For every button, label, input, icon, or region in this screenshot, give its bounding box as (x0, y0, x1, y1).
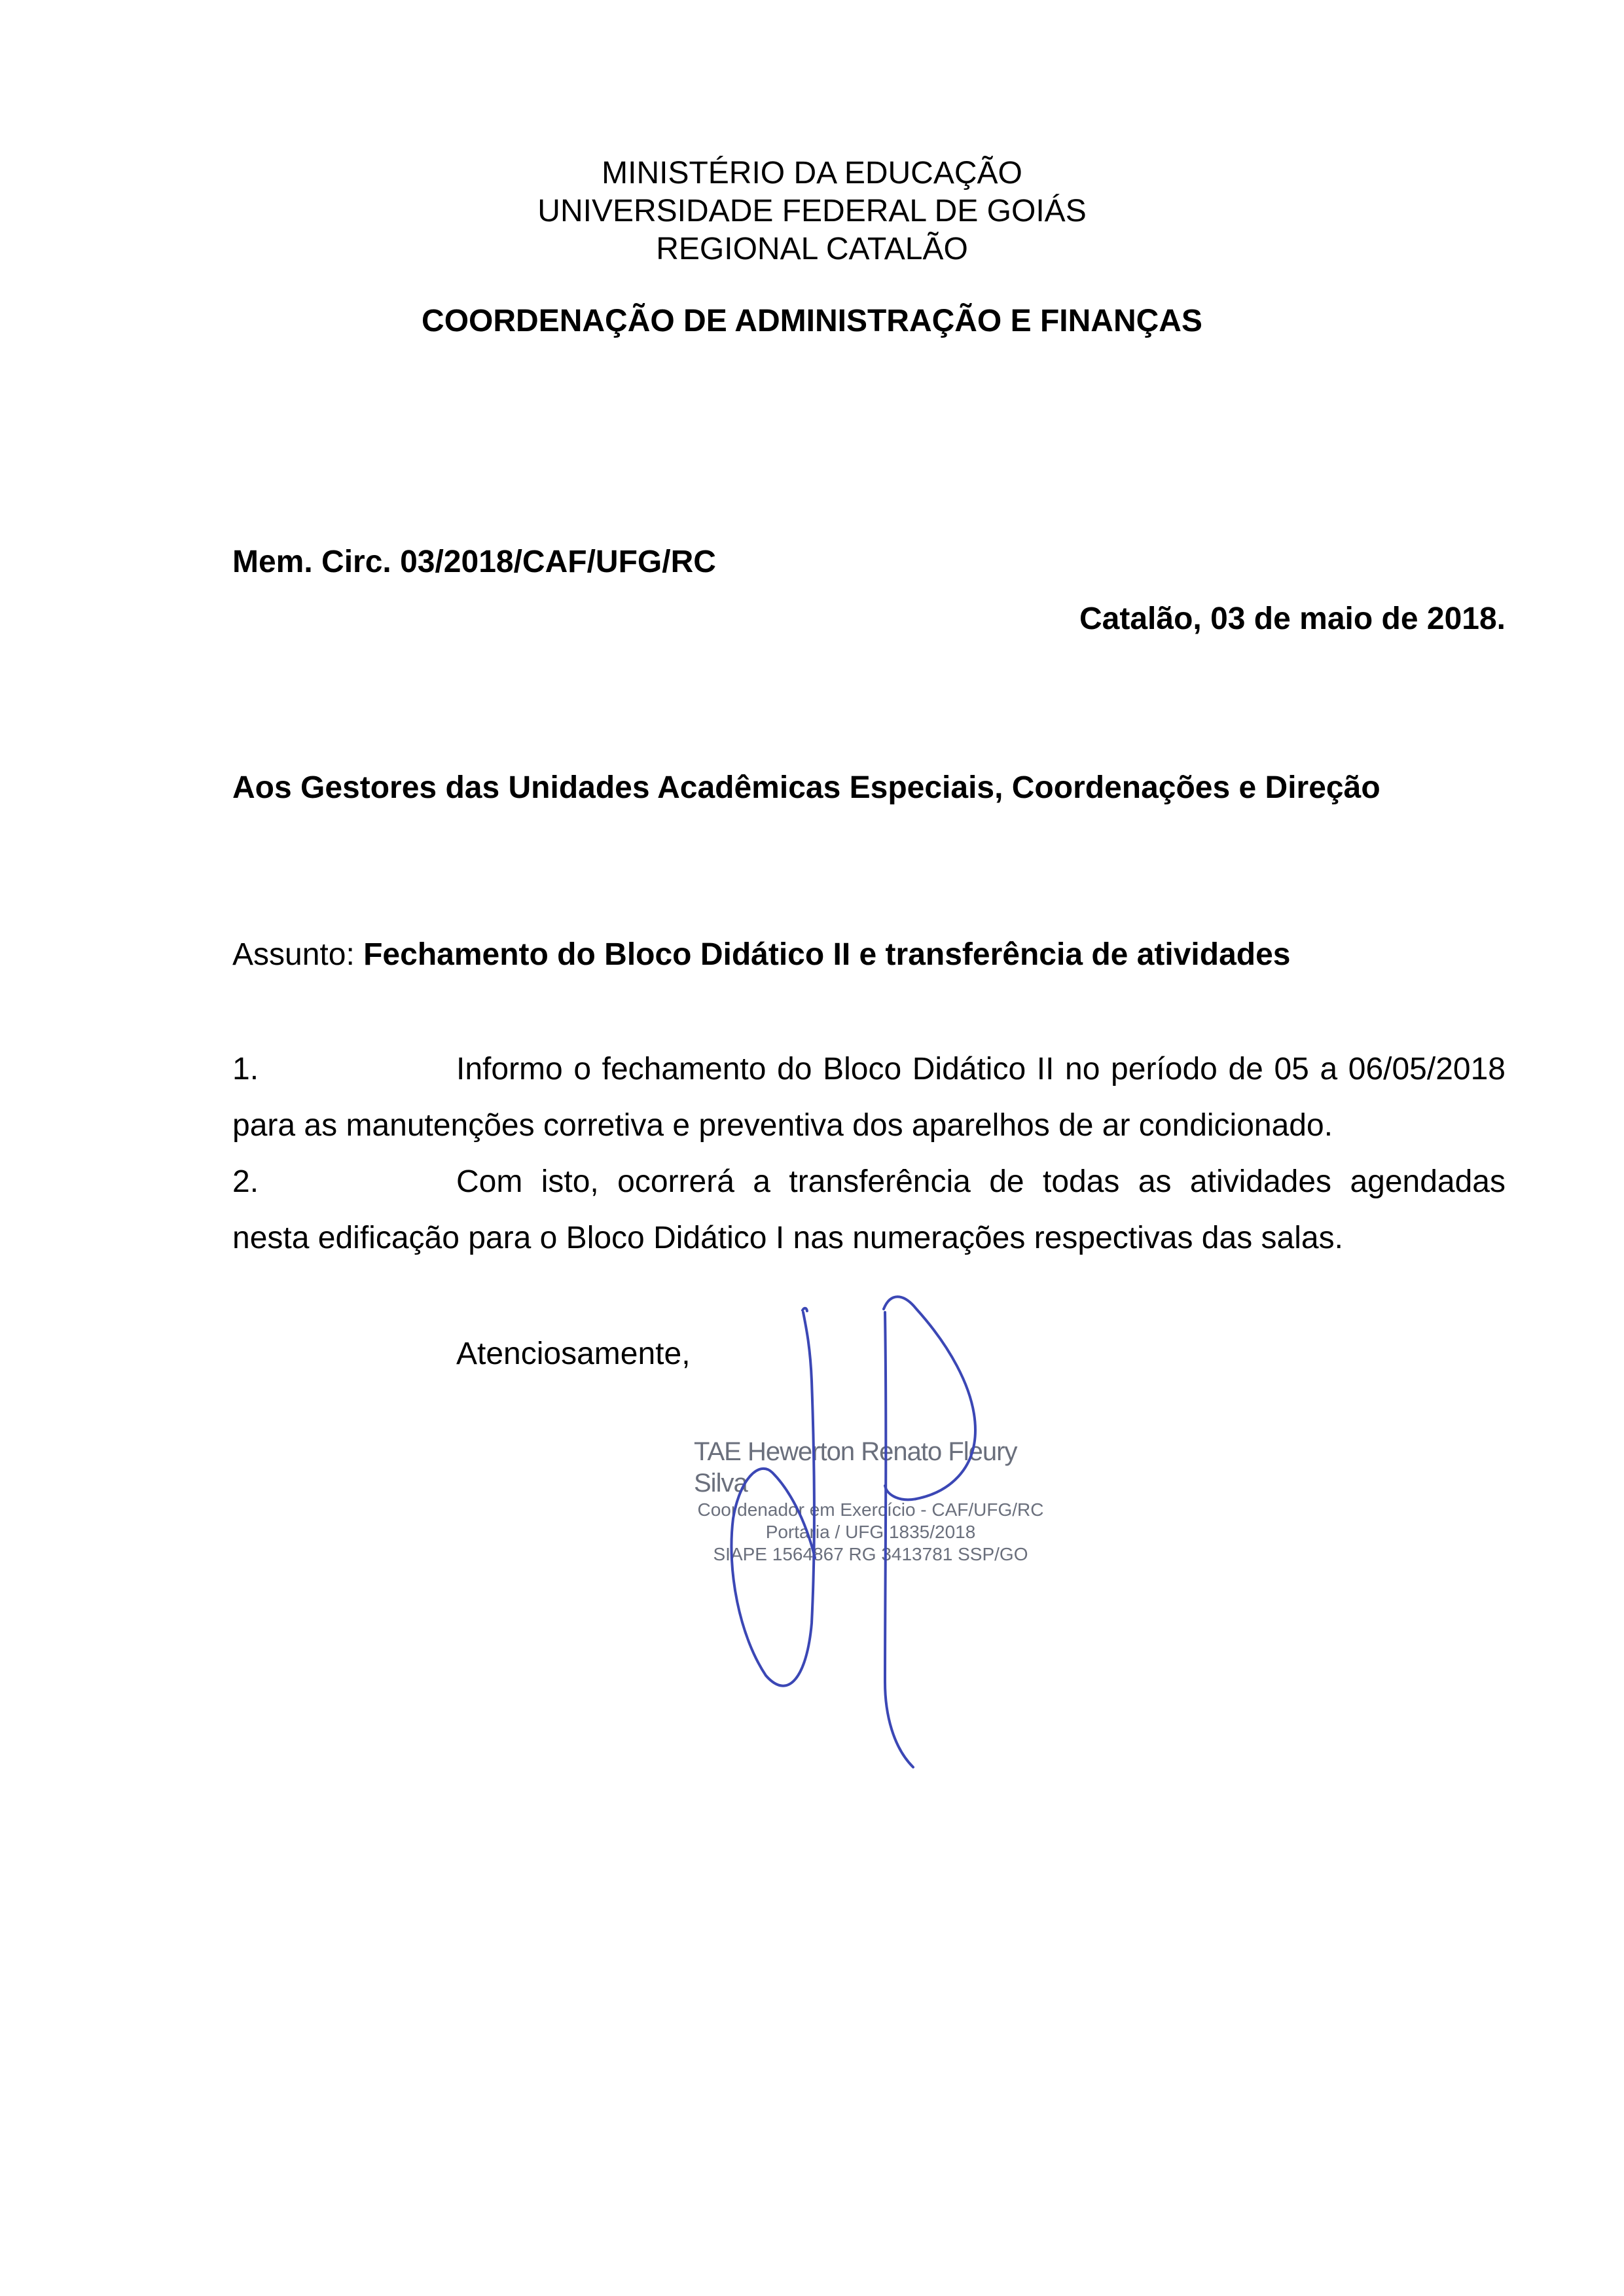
subject-line (232, 936, 1290, 974)
paragraph-number: 1. (232, 1052, 259, 1086)
paragraph-first-line: Informo o fechamento do Bloco Didático II no período de 05 a 06/05/2018 (456, 1052, 1506, 1086)
stamp-role: Coordenador em Exercício - CAF/UFG/RC (697, 1499, 1044, 1520)
official-stamp (668, 1436, 1074, 1566)
closing-salutation: Atenciosamente, (456, 1336, 691, 1371)
paragraph-2 (232, 1154, 1506, 1266)
memo-reference: Mem. Circ. 03/2018/CAF/UFG/RC (232, 545, 716, 579)
addressee: Aos Gestores das Unidades Acadêmicas Especiais, Coordenações e Direção (232, 770, 1380, 805)
paragraph-continuation: nesta edificação para o Bloco Didático I nas numerações respectivas das salas. (232, 1221, 1343, 1255)
subject-text: Fechamento do Bloco Didático II e transferência de atividades (363, 937, 1291, 972)
ministry-line: MINISTÉRIO DA EDUCAÇÃO (602, 156, 1022, 190)
place-date: Catalão, 03 de maio de 2018. (1079, 601, 1506, 636)
institution-header (0, 154, 1624, 268)
department-title: COORDENAÇÃO DE ADMINISTRAÇÃO E FINANÇAS (422, 304, 1202, 338)
university-line: UNIVERSIDADE FEDERAL DE GOIÁS (537, 194, 1087, 228)
paragraph-1 (232, 1041, 1506, 1154)
stamp-name: TAE Hewerton Renato Fleury Silva (694, 1437, 1017, 1498)
paragraph-continuation: para as manutenções corretiva e preventiva dos aparelhos de ar condicionado. (232, 1108, 1333, 1143)
stamp-ordinance: Portaria / UFG 1835/2018 (765, 1522, 976, 1542)
paragraph-first-line: Com isto, ocorrerá a transferência de todas as atividades agendadas (456, 1164, 1506, 1199)
stamp-ids: SIAPE 1564867 RG 3413781 SSP/GO (713, 1544, 1028, 1564)
paragraph-number: 2. (232, 1164, 259, 1199)
subject-label: Assunto: (232, 937, 364, 972)
regional-line: REGIONAL CATALÃO (656, 232, 968, 266)
